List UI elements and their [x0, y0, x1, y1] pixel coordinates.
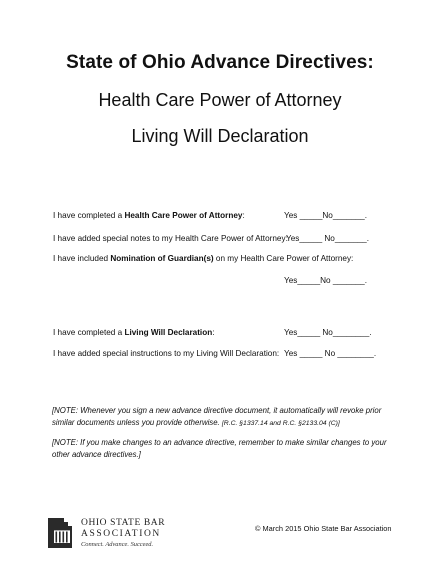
item-bold-label: Living Will Declaration: [124, 328, 213, 337]
note-revocation: [NOTE: Whenever you sign a new advance directive document, it automatically will revoke prior similar documents unless you provide otherwise. [R.C. §1337.14 and R.C. §2133.04 (C)]: [52, 406, 382, 427]
copyright-notice: © March 2015 Ohio State Bar Association: [255, 524, 392, 533]
yes-no-field[interactable]: Yes_____ No_______.: [286, 234, 370, 243]
item-special-instructions-living-will: I have added special instructions to my Living Will Declaration:: [53, 349, 280, 358]
statute-citation: [R.C. §1337.14 and R.C. §2133.04 (C)]: [221, 420, 340, 427]
item-special-notes-hcpoa: I have added special notes to my Health Care Power of Attorney:: [53, 234, 288, 243]
yes-no-field[interactable]: Yes_____No _______.: [284, 276, 368, 285]
subtitle-health-care-poa: Health Care Power of Attorney: [98, 90, 342, 110]
document-title: State of Ohio Advance Directives:: [66, 52, 374, 73]
yes-no-field[interactable]: Yes _____No_______.: [284, 211, 368, 220]
item-bold-label: Health Care Power of Attorney: [124, 211, 243, 220]
logo-tagline: Connect. Advance. Succeed.: [81, 541, 154, 548]
logo-text-line1: OHIO STATE BAR: [81, 518, 166, 528]
ohio-state-bar-logo-icon: [46, 516, 76, 550]
item-nomination-guardians: I have included Nomination of Guardian(s) on my Health Care Power of Attorney:: [53, 254, 354, 263]
yes-no-field[interactable]: Yes_____ No________.: [284, 328, 372, 337]
item-bold-label: Nomination of Guardian(s): [110, 254, 214, 263]
item-completed-living-will: I have completed a Living Will Declaration:: [53, 328, 215, 337]
note-changes: [NOTE: If you make changes to an advance directive, remember to make similar changes to your other advance directives.]: [52, 438, 387, 459]
yes-no-field[interactable]: Yes _____ No ________.: [284, 349, 377, 358]
osba-logo: [46, 514, 196, 554]
item-completed-hcpoa: I have completed a Health Care Power of Attorney:: [53, 211, 245, 220]
logo-text-line2: ASSOCIATION: [81, 529, 161, 539]
subtitle-living-will: Living Will Declaration: [131, 126, 309, 146]
